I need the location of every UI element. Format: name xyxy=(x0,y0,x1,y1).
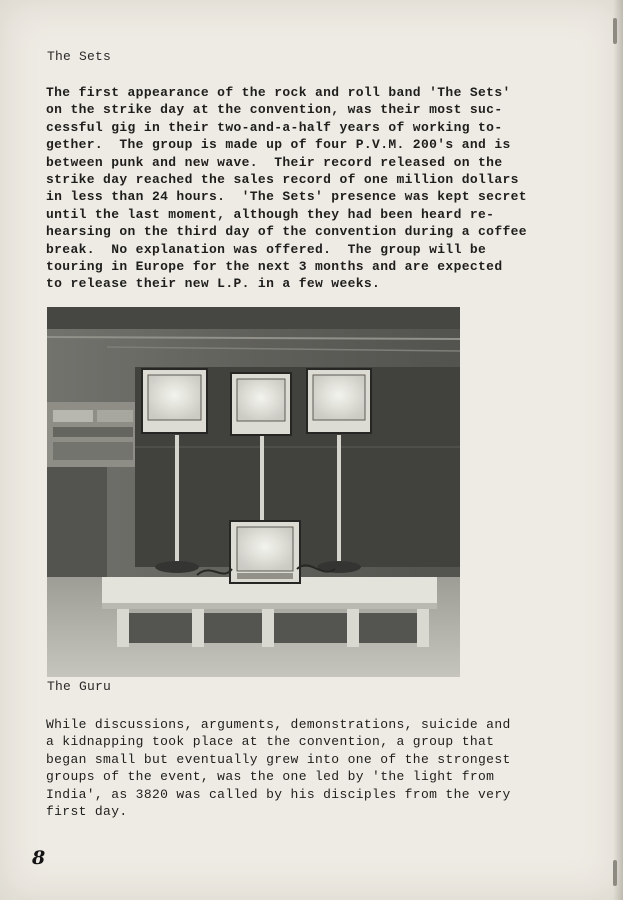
section-title: The Sets xyxy=(47,49,112,64)
text-line: gether. The group is made up of four P.V.M. 200's and is xyxy=(46,137,511,153)
text-line: a kidnapping took place at the convention, a group that xyxy=(46,734,495,750)
paragraph-the-sets xyxy=(46,84,566,293)
photo-monitors-installation xyxy=(47,307,460,677)
text-line: hearsing on the third day of the convention during a coffee xyxy=(46,224,527,240)
text-line: to release their new L.P. in a few weeks. xyxy=(46,276,381,292)
text-line: began small but eventually grew into one of the strongest xyxy=(46,751,511,767)
staple xyxy=(613,18,617,44)
text-line: first day. xyxy=(46,804,128,820)
text-line: until the last moment, although they had been heard re- xyxy=(46,206,495,222)
text-line: groups of the event, was the one led by 'the light from xyxy=(46,769,495,785)
binding-edge xyxy=(613,0,623,900)
text-line: break. No explanation was offered. The group will be xyxy=(46,241,487,257)
text-line: While discussions, arguments, demonstrations, suicide and xyxy=(46,717,511,732)
staple xyxy=(613,860,617,886)
text-line: in less than 24 hours. 'The Sets' presence was kept secret xyxy=(46,189,527,205)
text-line: cessful gig in their two-and-a-half years of working to- xyxy=(46,119,503,135)
paragraph-the-guru xyxy=(46,716,566,820)
page-number: 8 xyxy=(32,847,46,869)
photo-caption: The Guru xyxy=(47,679,112,694)
text-line: on the strike day at the convention, was their most suc- xyxy=(46,102,503,118)
text-line: strike day reached the sales record of one million dollars xyxy=(46,172,519,188)
text-line: between punk and new wave. Their record released on the xyxy=(46,154,503,170)
text-line: touring in Europe for the next 3 months and are expected xyxy=(46,259,503,275)
text-line: India', as 3820 was called by his disciples from the very xyxy=(46,786,511,802)
text-line: The first appearance of the rock and roll band 'The Sets' xyxy=(46,85,511,100)
